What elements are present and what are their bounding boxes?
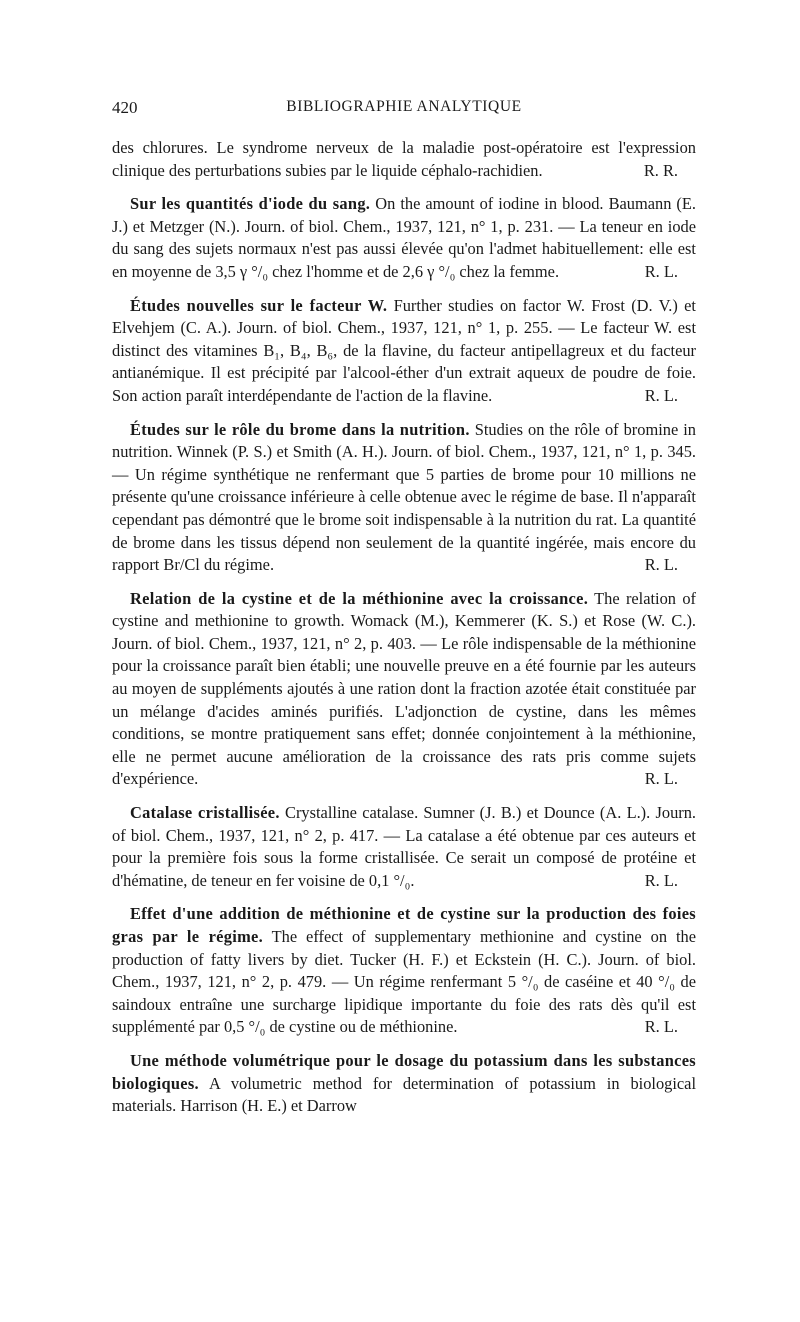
- entry-signature: R. L.: [644, 261, 678, 281]
- entry-iodine-blood: [112, 193, 696, 283]
- entry-factor-w: [112, 295, 696, 408]
- entry-signature: R. L.: [644, 385, 678, 405]
- bibliography-body: [112, 137, 696, 1129]
- entry-text: The effect of supplementary methionine and cystine on the production of fatty livers by diet. Tucker (H. F.) et Eckstein (H. C.). Journ. of biol. Chem., 1937, 121, n° 2, p. 479. — Un régime renfermant 5 °/₀ de caséine et 40 °/₀ de saindoux entraîne une surcharge lipidique importante du foie des rats dès qu'il est supplémenté par 0,5 °/₀ de cystine ou de méthionine.: [112, 927, 696, 1037]
- entry-title: Effet d'une addition de méthionine et de cystine sur la production des foies gras par le régime.: [112, 904, 696, 946]
- running-title: BIBLIOGRAPHIE ANALYTIQUE: [286, 98, 522, 115]
- entry-text: Studies on the rôle of bromine in nutrition. Winnek (P. S.) et Smith (A. H.). Journ. of biol. Chem., 1937, 121, n° 1, p. 345. — Un régime synthétique ne renfermant que 5 parties de brome pour 10 millions ne présente qu'une croissance inférieure à celle obtenue avec le régime de base. Il n'apparaît cependant pas démontré que le brome soit indispensable à la nutrition du rat. La quantité de brome dans les tissus dépend non seulement de la quantité ingérée, mais encore du rapport Br/Cl du régime.: [112, 419, 696, 575]
- entry-text: Further studies on factor W. Frost (D. V.) et Elvehjem (C. A.). Journ. of biol. Chem., 1937, 121, n° 1, p. 255. — Le facteur W. est distinct des vitamines B₁, B₄, B₆, de la flavine, du facteur antipellagreux et du facteur antianémique. Il est précipité par l'alcool-éther d'un extrait aqueux de poudre de foie. Son action paraît interdépendante de l'action de la flavine.: [112, 295, 696, 405]
- entry-title: Catalase cristallisée.: [130, 803, 280, 823]
- entry-text: des chlorures. Le syndrome nerveux de la maladie post-opératoire est l'expression clinique des perturbations subies par le liquide céphalo-rachidien.: [112, 138, 696, 180]
- entry-title: Sur les quantités d'iode du sang.: [130, 194, 371, 214]
- page-header: [112, 98, 696, 122]
- entry-cystine-methionine-growth: [112, 588, 696, 791]
- entry-text: On the amount of iodine in blood. Baumann (E. J.) et Metzger (N.). Journ. of biol. Chem., 1937, 121, n° 1, p. 231. — La teneur en iode du sang des sujets normaux n'est pas aussi élevée qu'on l'admet habituellement: elle est en moyenne de 3,5 γ °/₀ chez l'homme et de 2,6 γ °/₀ chez la femme.: [112, 194, 696, 281]
- entry-crystalline-catalase: [112, 802, 696, 892]
- entry-title: Études nouvelles sur le facteur W.: [130, 295, 388, 315]
- entry-fatty-livers: [112, 903, 696, 1039]
- entry-text: Crystalline catalase. Sumner (J. B.) et Dounce (A. L.). Journ. of biol. Chem., 1937, 121, n° 2, p. 417. — La catalase a été obtenue par ces auteurs et pour la première fois sous la forme cristallisée. Ce serait un composé de protéine et d'hématine, de teneur en fer voisine de 0,1 °/₀.: [112, 803, 697, 890]
- entry-bromine-nutrition: [112, 419, 696, 577]
- entry-text: A volumetric method for determination of potassium in biological materials. Harrison (H. E.) et Darrow: [112, 1073, 696, 1116]
- entry-title: Études sur le rôle du brome dans la nutrition.: [130, 419, 470, 439]
- entry-signature: R. L.: [644, 1017, 678, 1037]
- page-number: 420: [112, 98, 138, 117]
- entry-title: Une méthode volumétrique pour le dosage du potassium dans les substances biologiques.: [112, 1050, 696, 1093]
- entry-text: The relation of cystine and methionine to growth. Womack (M.), Kemmerer (K. S.) et Rose (W. C.). Journ. of biol. Chem., 1937, 121, n° 2, p. 403. — Le rôle indispensable de la méthionine pour la croissance paraît bien établi; une nouvelle preuve en a été fournie par les auteurs au moyen de suppléments ajoutés à une ration dont la fraction azotée était constituée par un mélange d'acides aminés purifiés. L'adjonction de cystine, dans les mêmes conditions, se montre pratiquement sans effet; donnée conjointement à la méthionine, elle ne permet aucune amélioration de la croissance des rats pris comme sujets d'expérience.: [112, 588, 696, 789]
- entry-title: Relation de la cystine et de la méthionine avec la croissance.: [130, 588, 589, 608]
- entry-signature: R. L.: [644, 769, 678, 789]
- entry-potassium-method: [112, 1050, 696, 1118]
- entry-signature: R. R.: [643, 160, 678, 180]
- entry-signature: R. L.: [644, 555, 678, 575]
- entry-continuation: [112, 137, 696, 182]
- entry-signature: R. L.: [644, 870, 678, 890]
